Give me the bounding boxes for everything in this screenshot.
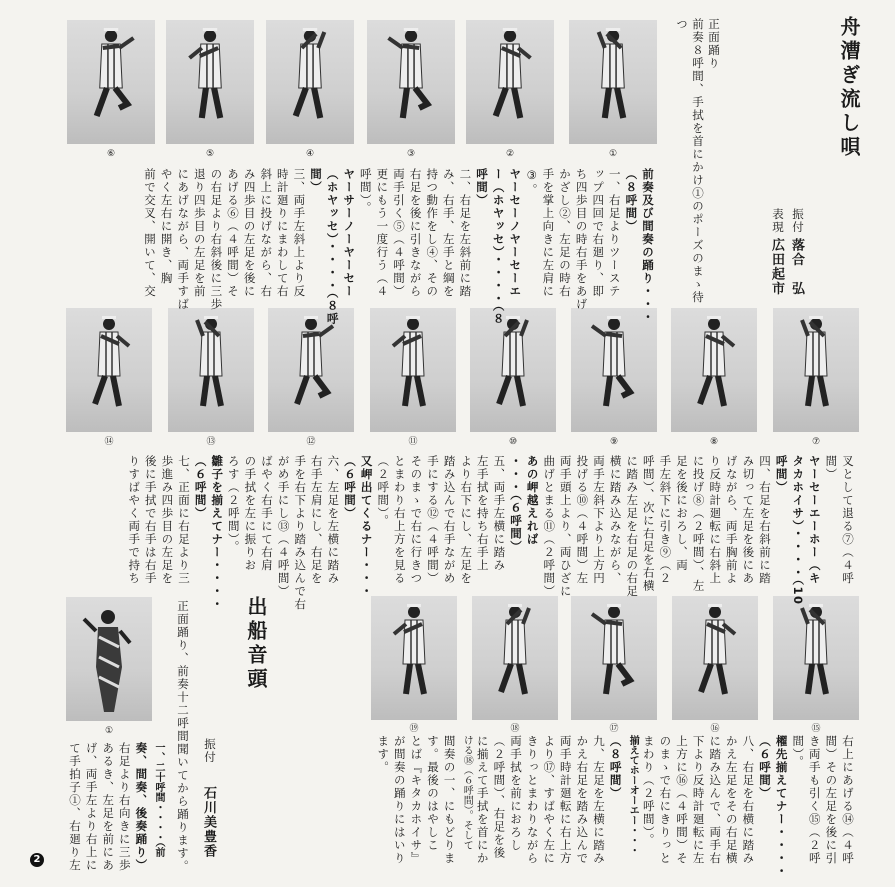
dance-photo xyxy=(472,596,558,720)
page-title: 舟漕ぎ流し唄 xyxy=(837,16,861,160)
photo-number: ⑪ xyxy=(408,437,418,447)
dancer-figure xyxy=(671,308,757,432)
lyric-line: ー（ホヤッセ）・・・・（８ xyxy=(491,168,506,326)
instruction-line: 手を掌上向きに左肩に xyxy=(541,168,556,298)
instruction-line: が間奏の踊りにはいり xyxy=(392,735,407,865)
page-number: 2 xyxy=(30,853,44,867)
instruction-line: 斜上に投げながら、右 xyxy=(259,168,274,298)
intro-line: 前奏８呼間、手拭を首にかけ①のポーズのまゝ待 xyxy=(691,18,705,304)
instruction-line: み四歩目の左足を後に xyxy=(242,168,257,298)
instruction-line: 両手引く⑤（４呼間） xyxy=(392,168,406,298)
instruction-line: 二、右足を左斜前に踏 xyxy=(458,168,473,298)
instruction-line: 左手拭を持ち右手上 xyxy=(475,455,490,572)
instruction-line: 叉として退る⑦（４呼 xyxy=(841,455,855,585)
instruction-line: 曲げとまる⑪（２呼間） xyxy=(542,455,557,598)
lyric-line: ヤーセーノヤーセーエ xyxy=(508,168,523,298)
photo-number: ② xyxy=(505,149,515,159)
lyric-line: あの岬越えれば xyxy=(525,455,540,546)
instruction-line: に揃えて手拭を首にか xyxy=(475,735,490,865)
lyric-line: （６呼間） xyxy=(343,455,357,520)
instruction-line: （２呼間）。 xyxy=(376,455,391,528)
instruction-line: 手を右下より踏み込んで右 xyxy=(293,455,308,611)
dancer-figure xyxy=(672,596,758,720)
instruction-line: に踏み左足を右足の右足 xyxy=(625,455,640,598)
instruction-line: 七、正面に右足より三 xyxy=(177,455,191,585)
instruction-line: り反時計廻転に右斜上 xyxy=(708,455,723,585)
instruction-line: に踏み込んで、両手右 xyxy=(708,735,723,865)
instruction-line: あるき、左足を前にあ xyxy=(101,742,116,872)
dance-photo xyxy=(672,596,758,720)
instruction-line: とば『キタカホイサ』 xyxy=(409,735,424,865)
dance-photo xyxy=(67,20,155,144)
instruction-line: より⑰、すばやく左に xyxy=(542,735,557,865)
credit-role: 振付 xyxy=(203,738,217,764)
dancer-figure xyxy=(773,308,859,432)
instruction-line: りすばやく両手で持ち xyxy=(127,455,142,585)
dance-photo xyxy=(569,20,657,144)
photo-number: ① xyxy=(608,149,618,159)
instruction-line: まわり（２呼間）。 xyxy=(641,735,656,847)
dancer-figure xyxy=(571,596,657,720)
instruction-line: 足を後におろし、両 xyxy=(675,455,689,572)
dance-photo xyxy=(773,596,859,720)
instruction-line: ップ四回で右廻り、即 xyxy=(591,168,606,298)
instruction-line: ろす（２呼間）。 xyxy=(226,455,241,554)
instruction-line: きりっとまわりながら xyxy=(525,735,540,865)
photo-number: ⑬ xyxy=(206,437,216,447)
intro-line: 正面踊り xyxy=(707,18,721,70)
photo-number: ⑧ xyxy=(709,437,719,447)
intro-line: つ xyxy=(675,18,689,31)
lyric-line: ・・・（６呼間） xyxy=(509,455,523,554)
instruction-line: 右足を後に引きながら xyxy=(408,168,423,298)
instruction-line: 間）その左足を後に引 xyxy=(824,735,839,865)
instruction-line: 呼間）。 xyxy=(358,168,373,215)
instruction-line: 一、右足よりツーステ xyxy=(607,168,622,298)
photo-number: ③ xyxy=(406,149,416,159)
dancer-figure xyxy=(569,20,657,144)
lyric-line: ヤーサーノーヤーセー xyxy=(342,168,357,298)
dance-photo xyxy=(168,308,254,432)
dance-photo xyxy=(571,596,657,720)
photo-number: ⑲ xyxy=(409,724,419,734)
instruction-line: 右足より右向きに三歩 xyxy=(117,742,132,872)
photo-number: ⑤ xyxy=(205,149,215,159)
instruction-line: 時計廻りにまわして右 xyxy=(275,168,290,298)
instruction-line: 両手時計廻転に右上方 xyxy=(558,735,573,865)
instruction-line: 四、右足を右斜前に踏 xyxy=(758,455,772,585)
instruction-line: み、右手、左手と綱を xyxy=(441,168,456,298)
dance-photo xyxy=(571,308,657,432)
instruction-line: 歩進み四歩目の左足を xyxy=(160,455,175,585)
instruction-line: 横に踏み込みながら、 xyxy=(608,455,623,585)
dancer-figure xyxy=(168,308,254,432)
dancer-figure xyxy=(166,20,254,144)
lyric-line: （８呼間） xyxy=(624,168,639,233)
dance-photo xyxy=(266,20,354,144)
instruction-line: て手拍子①、右廻り左 xyxy=(68,742,82,872)
dancer-figure xyxy=(67,20,155,144)
instruction-line: 九、左足を左横に踏み xyxy=(592,735,606,865)
instruction-line: 両手左斜下より上方円 xyxy=(592,455,606,585)
instruction-line: 投げる⑩（４呼間）左 xyxy=(575,455,590,585)
lyric-line: （８呼間） xyxy=(608,735,623,800)
instruction-line: そのまゝで右に行きつ xyxy=(409,455,424,585)
instruction-line: 更にもう一度行う（４ xyxy=(375,168,390,298)
dancer-figure xyxy=(268,308,354,432)
photo-number: ⑥ xyxy=(106,149,116,159)
instruction-line: げながら、両手胸前よ xyxy=(724,455,739,585)
instruction-line: 持つ動作をし④、その xyxy=(425,168,440,298)
dancer-figure xyxy=(367,20,455,144)
instruction-line: げ、両手左より右上に xyxy=(84,742,99,872)
dance-photo xyxy=(671,308,757,432)
instruction-line: 五、両手左横に踏み xyxy=(492,455,507,572)
lyric-line: 又岬出てくるナー・・・ xyxy=(359,455,374,598)
lyric-line: 雛子を揃えてナー・・・・ xyxy=(210,455,225,611)
photo-number: ⑯ xyxy=(710,724,720,734)
dance-photo xyxy=(773,308,859,432)
lyric-line: 一、二十呼間・・・・（前 xyxy=(153,742,164,857)
dancer-figure xyxy=(66,597,152,721)
instruction-line: の手拭を左に振りお xyxy=(243,455,258,572)
dance-photo xyxy=(370,308,456,432)
dancer-figure xyxy=(66,308,152,432)
instruction-line: ばやく右手にて右肩 xyxy=(260,455,274,572)
instruction-line: にあげながら、両手すば xyxy=(176,168,191,311)
dance-photo xyxy=(466,20,554,144)
instruction-line: とまわり右上方を見る xyxy=(392,455,407,585)
credit-name: 石川美豊香 xyxy=(201,786,216,859)
dancer-figure xyxy=(371,596,457,720)
instruction-line: 間奏の一、にもどりま xyxy=(442,735,457,865)
dancer-figure xyxy=(571,308,657,432)
lyric-line: 揃えてホーオーエー・・・ xyxy=(627,735,639,855)
credit-name: 落合 弘 xyxy=(789,238,804,296)
dance-photo-single xyxy=(66,597,152,721)
photo-number: ⑰ xyxy=(609,724,619,734)
instruction-line: やく左右に開き、胸 xyxy=(159,168,174,285)
instruction-line: 呼間）、次に右足を右横 xyxy=(641,455,656,593)
dance-photo xyxy=(66,308,152,432)
dance-photo xyxy=(371,596,457,720)
instruction-line: あげる⑥（４呼間）そ xyxy=(226,168,240,298)
instruction-line: ち四歩目の時右手をあげ xyxy=(574,168,589,311)
instruction-line: ます。 xyxy=(376,735,391,774)
photo-number: ④ xyxy=(305,149,315,159)
lyric-line: （６呼間） xyxy=(758,735,772,800)
dance-photo xyxy=(166,20,254,144)
instruction-line: 前で交叉、開いて、交 xyxy=(143,168,157,298)
instruction-line: かえ右足を踏み込んで xyxy=(575,735,590,865)
dance-photo xyxy=(470,308,556,432)
credit-role: 振付 xyxy=(791,208,805,234)
instruction-line: 三、両手左斜上より反 xyxy=(292,168,307,298)
instruction-line: 両手頭上より、両ひざに xyxy=(558,455,573,598)
instruction-line: より右下にし、左足を xyxy=(459,455,474,585)
photo-number: ⑩ xyxy=(508,437,518,447)
lyric-line: 呼間） xyxy=(475,168,489,207)
dancer-figure xyxy=(370,308,456,432)
photo-number: ① xyxy=(104,726,114,736)
instruction-line: に投げ⑧（２呼間）、左 xyxy=(691,455,706,593)
instruction-line: 右上にあげる⑭（４呼 xyxy=(841,735,855,865)
dancer-figure xyxy=(466,20,554,144)
section-title: 出船音頭 xyxy=(244,596,268,692)
instruction-line: 間） xyxy=(824,455,839,481)
lyric-line: （６呼間） xyxy=(193,455,208,520)
lyric-line: 櫂先揃えてナー・・・・ xyxy=(774,735,789,878)
instruction-line: す。最後のはやしこ xyxy=(426,735,440,852)
instruction-line: （２呼間）、右足を後 xyxy=(492,735,507,860)
intro-line: 正面踊り、前奏十二呼間聞いてから踊ります。 xyxy=(176,600,190,873)
lyric-line: 前奏及び間奏の踊り・・・ xyxy=(641,168,655,324)
photo-number: ⑱ xyxy=(510,724,520,734)
dancer-figure xyxy=(266,20,354,144)
instruction-line: 下より反時計廻転に左 xyxy=(691,735,706,865)
instruction-line: 手にする⑫（４呼間） xyxy=(426,455,440,585)
lyric-line: 呼間） xyxy=(774,455,789,494)
lyric-line: ヤーセーエーホー（キ xyxy=(807,455,822,585)
instruction-line: 上方に⑯（４呼間）そ xyxy=(675,735,689,865)
instruction-line: かざし②、左足の時右 xyxy=(558,168,572,298)
lyric-line: 間） xyxy=(309,168,323,194)
photo-number: ⑮ xyxy=(811,724,821,734)
photo-number: ⑨ xyxy=(609,437,619,447)
instruction-line: の右足より右斜後に三歩 xyxy=(209,168,224,311)
lyric-line: 奏、間奏、後奏踊り） xyxy=(134,742,149,872)
instruction-line: がめ手にし⑬（４呼間） xyxy=(276,455,291,598)
instruction-line: 踏み込んで右手ながめ xyxy=(442,455,457,585)
lyric-line: （ホヤッセ）・・・・（８呼 xyxy=(325,168,340,326)
credit-name: 広田起市 xyxy=(769,238,784,296)
dancer-figure xyxy=(470,308,556,432)
instruction-line: 手左斜下に引き⑨（２ xyxy=(658,455,673,585)
instruction-line: 後に手拭で右手は右手 xyxy=(143,455,158,585)
dancer-figure xyxy=(472,596,558,720)
credit-role: 表現 xyxy=(771,208,785,234)
instruction-line: 退り四歩目の左足を前 xyxy=(192,168,207,298)
instruction-line: 両手拭を前におろし xyxy=(509,735,523,852)
photo-number: ⑦ xyxy=(811,437,821,447)
instruction-line: 六、左足を左横に踏み xyxy=(326,455,341,585)
instruction-line: かえ左足をその右足横 xyxy=(724,735,739,865)
instruction-line: 間）。 xyxy=(791,735,806,769)
photo-number: ⑫ xyxy=(306,437,316,447)
photo-number: ⑭ xyxy=(104,437,114,447)
instruction-line: ける⑱（６呼間）。そして xyxy=(461,735,473,850)
dancer-figure xyxy=(773,596,859,720)
dance-photo xyxy=(367,20,455,144)
instruction-line: のまゝで右にきりっと xyxy=(658,735,673,865)
instruction-line: 八、右足を右横に踏み xyxy=(741,735,756,865)
lyric-line: タカホイサ）・・・・（10 xyxy=(791,455,806,606)
instruction-line: ③。 xyxy=(524,168,539,197)
instruction-line: み切って左足を後にあ xyxy=(741,455,756,585)
instruction-line: 右手左肩にし、右足を xyxy=(309,455,324,585)
dance-photo xyxy=(268,308,354,432)
instruction-line: き両手も引く⑮（２呼 xyxy=(807,735,822,865)
